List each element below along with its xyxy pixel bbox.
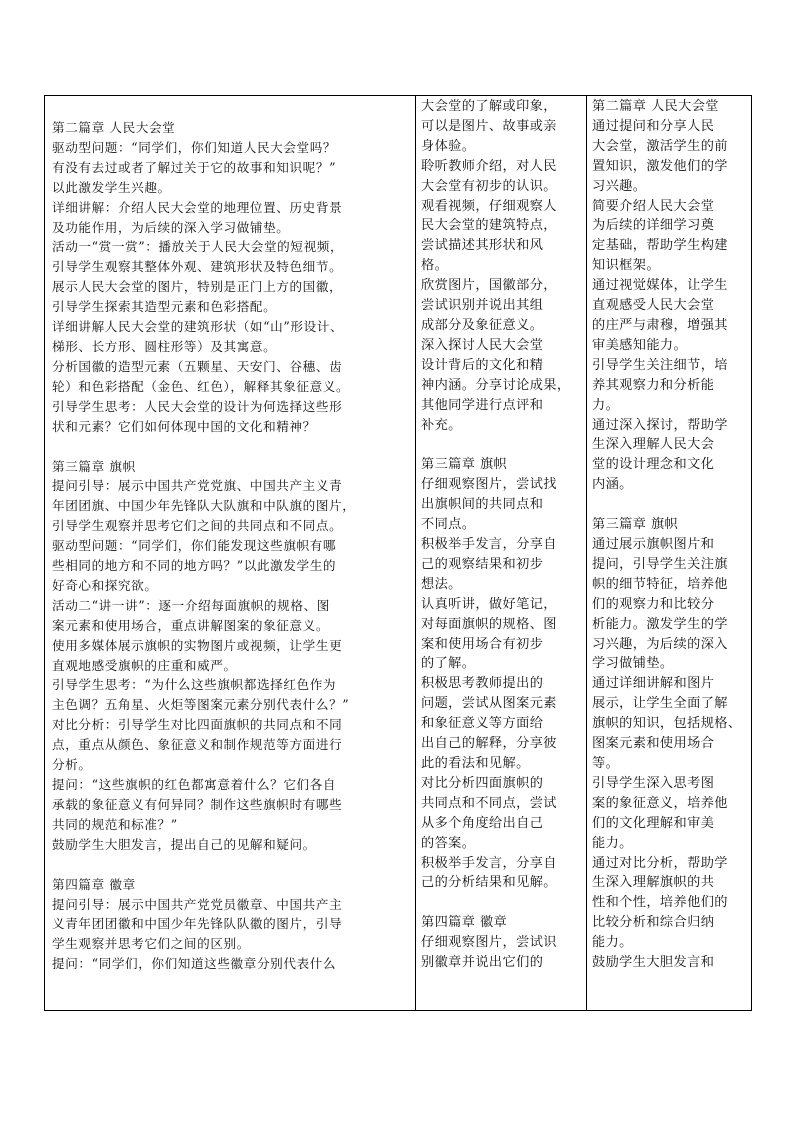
text-line: 的了解。: [421, 656, 476, 672]
text-line: 主色调？五角星、火炬等图案元素分别代表什么？”: [52, 697, 350, 713]
text-line: 堂的设计理念和文化: [592, 457, 715, 473]
section-gap: [52, 437, 409, 457]
text-line: 详细讲解人民大会堂的建筑形状（如“山”形设计、: [52, 319, 344, 335]
text-line: 格。: [421, 258, 449, 274]
text-line: 梯形、长方形、圆柱形等）及其寓意。: [52, 338, 277, 354]
text-line: 引导学生思考：“为什么这些旗帜都选择红色作为: [52, 677, 337, 693]
text-line: 驱动型问题：“同学们，你们知道人民大会堂吗？: [52, 139, 337, 155]
section-gap: [592, 495, 746, 515]
text-line: 习兴趣，为后续的深入: [592, 636, 728, 652]
text-line: 直观地感受旗帜的庄重和威严。: [52, 657, 237, 673]
text-line: 欣赏图片，国徽部分，: [421, 278, 557, 294]
text-line: 引导学生深入思考图: [592, 775, 715, 791]
section-gap: [52, 855, 409, 875]
section-gap: [421, 435, 581, 455]
text-line: 置知识，激发他们的学: [592, 158, 728, 174]
section-heading: 第二篇章 人民大会堂: [592, 99, 719, 114]
text-line: 案的象征意义，培养他: [592, 795, 728, 811]
text-line: 提问引导：展示中国共产党党员徽章、中国共产主: [52, 896, 343, 912]
text-line: 点，重点从颜色、象征意义和制作规范等方面进行: [52, 737, 343, 753]
text-line: 们的观察力和比较分: [592, 596, 715, 612]
section-block: [421, 913, 581, 973]
text-line: 通过展示旗帜图片和: [592, 537, 715, 553]
text-line: 共同的规范和标准？”: [52, 816, 178, 832]
section-block: [52, 457, 409, 855]
text-line: 认真听讲，做好笔记，: [421, 596, 557, 612]
text-line: 问题，尝试从图案元素: [421, 696, 557, 712]
text-line: 想法。: [421, 576, 462, 592]
text-line: 对比分析四面旗帜的: [421, 775, 544, 791]
text-line: 通过提问和分享人民: [592, 118, 715, 134]
text-line: 的答案。: [421, 835, 476, 851]
section-heading: 第四篇章 徽章: [52, 876, 136, 892]
text-line: 和象征意义等方面给: [421, 716, 544, 732]
section-block: [52, 118, 409, 437]
text-line: 生深入理解旗帜的共: [592, 875, 715, 891]
text-line: 积极举手发言，分享自: [421, 855, 557, 871]
text-line: 内涵。: [592, 477, 633, 493]
section-block: [421, 97, 581, 435]
text-line: 轮）和色彩搭配（金色、红色），解释其象征意义。: [52, 378, 350, 394]
text-line: 驱动型问题：“同学们，你们能发现这些旗帜有哪: [52, 538, 337, 554]
text-line: 尝试描述其形状和风: [421, 238, 544, 254]
section-heading: 第二篇章 人民大会堂: [52, 120, 176, 135]
section-block: [592, 97, 746, 495]
text-line: 展示，让学生全面了解: [592, 696, 728, 712]
text-line: 补充。: [421, 417, 462, 433]
text-line: 为后续的详细学习奠: [592, 218, 715, 234]
text-line: 案和使用场合有初步: [421, 636, 544, 652]
text-line: 不同点。: [421, 517, 476, 533]
text-line: 图案元素和使用场合: [592, 736, 715, 752]
section-heading: 第三篇章 旗帜: [592, 517, 679, 533]
section-heading: 第三篇章 旗帜: [421, 457, 508, 473]
text-line: 能力。: [592, 935, 633, 951]
text-line: 引导学生关注细节，培: [592, 357, 728, 373]
text-line: 审美感知能力。: [592, 337, 688, 353]
text-line: 承载的象征意义有何异同？制作这些旗帜时有哪些: [52, 796, 343, 812]
section-gap: [421, 893, 581, 913]
text-line: 提问引导：展示中国共产党党旗、中国共产主义青: [52, 478, 343, 494]
text-line: 状和元素？它们如何体现中国的文化和精神？: [52, 418, 316, 434]
text-line: 旗帜的知识，包括规格、: [592, 716, 742, 732]
text-line: 展示人民大会堂的图片，特别是正门上方的国徽，: [52, 279, 343, 295]
text-line: 通过对比分析，帮助学: [592, 855, 728, 871]
section-heading: 第四篇章 徽章: [421, 915, 508, 931]
text-line: 通过深入探讨，帮助学: [592, 417, 728, 433]
text-line: 出自己的解释，分享彼: [421, 736, 557, 752]
text-line: 共同点和不同点，尝试: [421, 795, 557, 811]
text-line: 己的观察结果和初步: [421, 556, 544, 572]
text-line: 大会堂，激活学生的前: [592, 138, 728, 154]
section-block: [52, 875, 409, 975]
text-line: 深入探讨人民大会堂: [421, 337, 544, 353]
teacher-activity-column: [45, 96, 416, 1010]
text-line: 详细讲解：介绍人民大会堂的地理位置、历史背景: [52, 199, 343, 215]
text-line: 设计背后的文化和精: [421, 357, 544, 373]
text-line: 积极举手发言，分享自: [421, 537, 557, 553]
text-line: 以此激发学生兴趣。: [52, 179, 171, 195]
text-line: 鼓励学生大胆发言，提出自己的见解和疑问。: [52, 836, 316, 852]
text-line: 义青年团团徽和中国少年先锋队队徽的图片，引导: [52, 916, 343, 932]
text-line: 出旗帜间的共同点和: [421, 497, 544, 513]
text-line: 民大会堂的建筑特点，: [421, 218, 557, 234]
text-line: 的庄严与肃穆，增强其: [592, 317, 728, 333]
text-line: 积极思考教师提出的: [421, 676, 544, 692]
text-line: 等。: [592, 756, 620, 771]
text-line: 学生观察并思考它们之间的区别。: [52, 936, 250, 952]
text-line: 们的文化理解和审美: [592, 815, 715, 831]
text-line: 通过视觉媒体，让学生: [592, 278, 728, 294]
text-line: 尝试识别并说出其组: [421, 298, 544, 314]
text-line: 身体验。: [421, 138, 476, 154]
text-line: 大会堂的了解或印象，: [421, 99, 557, 114]
text-line: 比较分析和综合归纳: [592, 915, 715, 931]
text-line: 观看视频，仔细观察人: [421, 198, 557, 214]
text-line: 生深入理解人民大会: [592, 437, 715, 453]
text-line: 己的分析结果和见解。: [421, 875, 557, 891]
section-block: [421, 455, 581, 893]
text-line: 力。: [592, 397, 620, 413]
text-line: 聆听教师介绍，对人民: [421, 158, 557, 174]
lesson-plan-table: [44, 95, 752, 1011]
text-line: 定基础，帮助学生构建: [592, 238, 728, 254]
text-line: 分析。: [52, 757, 92, 773]
text-line: 活动二“讲一讲”：逐一介绍每面旗帜的规格、图: [52, 597, 330, 613]
text-line: 仔细观察图片，尝试找: [421, 477, 557, 493]
text-line: 及功能作用，为后续的深入学习做铺垫。: [52, 219, 290, 235]
design-intent-column: [587, 96, 751, 1010]
text-line: 养其观察力和分析能: [592, 377, 715, 393]
text-line: 可以是图片、故事或亲: [421, 118, 557, 134]
text-line: 对每面旗帜的规格、图: [421, 616, 557, 632]
text-line: 引导学生探索其造型元素和色彩搭配。: [52, 299, 277, 315]
text-line: 提问：“同学们，你们知道这些徽章分别代表什么: [52, 956, 337, 972]
text-line: 性和个性，培养他们的: [592, 895, 728, 911]
text-line: 有没有去过或者了解过关于它的故事和知识呢？”: [52, 159, 337, 175]
text-line: 提问，引导学生关注旗: [592, 556, 728, 572]
text-line: 鼓励学生大胆发言和: [592, 955, 715, 971]
text-line: 此的看法和见解。: [421, 756, 530, 771]
text-line: 年团团旗、中国少年先锋队大队旗和中队旗的图片，: [52, 498, 356, 514]
text-line: 分析国徽的造型元素（五颗星、天安门、谷穗、齿: [52, 358, 343, 374]
text-line: 对比分析：引导学生对比四面旗帜的共同点和不同: [52, 717, 343, 733]
text-line: 直观感受人民大会堂: [592, 298, 715, 314]
text-line: 神内涵。分享讨论成果，: [421, 377, 571, 393]
text-line: 仔细观察图片，尝试识: [421, 935, 557, 951]
text-line: 使用多媒体展示旗帜的实物图片或视频，让学生更: [52, 637, 343, 653]
text-line: 提问：“这些旗帜的红色都寓意着什么？它们各自: [52, 777, 337, 792]
text-line: 引导学生观察其整体外观、建筑形状及特色细节。: [52, 259, 343, 275]
text-line: 知识框架。: [592, 258, 660, 274]
text-line: 活动一“赏一赏”：播放关于人民大会堂的短视频，: [52, 239, 344, 255]
text-line: 帜的细节特征，培养他: [592, 576, 728, 592]
text-line: 简要介绍人民大会堂: [592, 198, 715, 214]
section-heading: 第三篇章 旗帜: [52, 458, 136, 474]
text-line: 习兴趣。: [592, 178, 647, 194]
text-line: 大会堂有初步的认识。: [421, 178, 557, 194]
text-line: 引导学生观察并思考它们之间的共同点和不同点。: [52, 518, 343, 534]
text-line: 成部分及象征意义。: [421, 317, 544, 333]
text-line: 析能力。激发学生的学: [592, 616, 728, 632]
section-block: [592, 515, 746, 973]
text-line: 其他同学进行点评和: [421, 397, 544, 413]
text-line: 引导学生思考：人民大会堂的设计为何选择这些形: [52, 398, 343, 414]
text-line: 些相同的地方和不同的地方吗？”以此激发学生的: [52, 558, 337, 574]
text-line: 从多个角度给出自己: [421, 815, 544, 831]
text-line: 别徽章并说出它们的: [421, 955, 544, 971]
text-line: 能力。: [592, 835, 633, 851]
text-line: 案元素和使用场合，重点讲解图案的象征意义。: [52, 617, 330, 633]
student-activity-column: [416, 96, 587, 1010]
text-line: 学习做铺垫。: [592, 656, 674, 672]
text-line: 通过详细讲解和图片: [592, 676, 715, 692]
text-line: 好奇心和探究欲。: [52, 577, 158, 593]
